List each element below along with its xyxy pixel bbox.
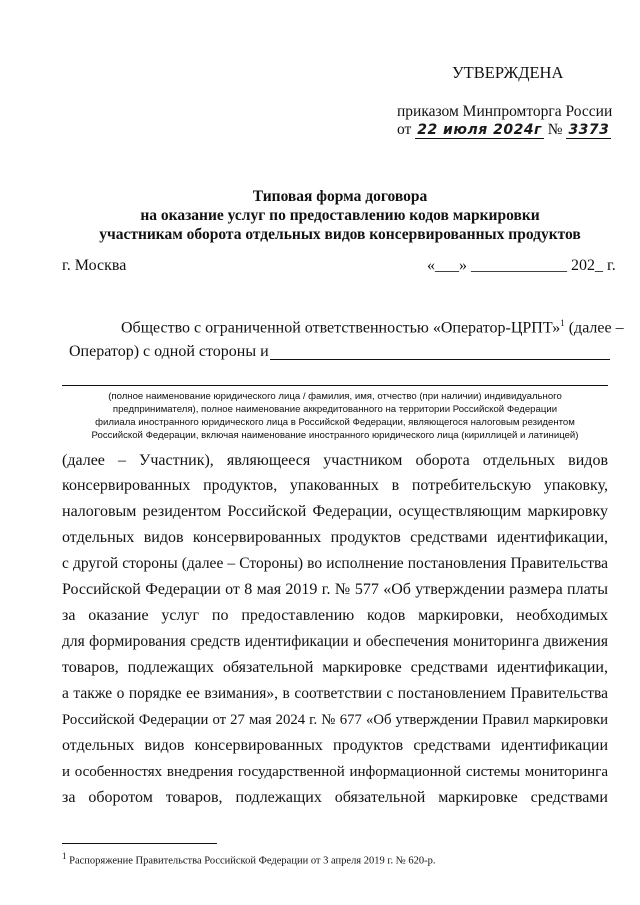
- footnote-mark: 1: [62, 851, 67, 861]
- participant-name-blank-2: [62, 385, 608, 386]
- field-hint: (полное наименование юридического лица / фамилия, имя, отчество (при наличии) индивидуального: [108, 391, 562, 402]
- approval-stamp-title: УТВЕРЖДЕНА: [452, 63, 564, 82]
- document-title-line-3: участникам оборота отдельных видов консервированных продуктов: [99, 226, 581, 243]
- footnote-text: Распоряжение Правительства Российской Федерации от 3 апреля 2019 г. № 620-р.: [66, 855, 436, 867]
- participant-name-blank: [270, 359, 610, 360]
- order-issuer: приказом Минпромторга России: [397, 103, 613, 120]
- body-line: за оказание услуг по предоставлению кодов маркировки, необходимых: [62, 607, 608, 624]
- handwritten-order-number: 3373: [568, 122, 610, 138]
- body-line: за оборотом товаров, подлежащих обязательной маркировке средствами: [62, 789, 608, 806]
- body-line: отдельных видов консервированных продуктов средствами идентификации: [62, 737, 608, 754]
- body-line: (далее – Участник), являющееся участником оборота отдельных видов: [62, 452, 608, 469]
- footnote-ref: 1: [560, 318, 565, 328]
- body-line: налоговым резидентом Российской Федерации, осуществляющим маркировку: [62, 503, 608, 520]
- document-title-line-1: Типовая форма договора: [252, 188, 428, 205]
- field-hint: предпринимателя), полное наименование аккредитованного на территории Российской Федерации: [112, 404, 558, 415]
- contract-city: г. Москва: [62, 257, 127, 274]
- body-line: с другой стороны (далее – Стороны) во исполнение постановления Правительства: [62, 555, 608, 572]
- body-line: и особенностях внедрения государственной информационной системы мониторинга: [62, 764, 608, 780]
- body-line: Российской Федерации от 27 мая 2024 г. № 677 «Об утверждении Правил маркировки: [62, 712, 608, 728]
- body-line: товаров, подлежащих обязательной маркировке средствами идентификации,: [62, 659, 608, 676]
- handwritten-order-date: 22 июля 2024г: [417, 122, 542, 138]
- body-line: консервированных продуктов, упакованных в потребительскую упаковку,: [62, 477, 608, 494]
- body-line: отдельных видов консервированных продуктов средствами идентификации,: [62, 529, 608, 546]
- contract-date-blank: «___» ____________ 202_ г.: [427, 257, 616, 274]
- body-line: а также о порядке ее взимания», в соответствии с постановлением Правительства: [62, 685, 608, 702]
- footnote-separator: [62, 843, 217, 844]
- intro-line-1: [121, 318, 624, 337]
- body-line: для формирования средств идентификации и обеспечения мониторинга движения: [62, 633, 608, 650]
- order-prefix: от: [397, 121, 412, 138]
- intro-line-2: Оператор) с одной стороны и: [69, 343, 269, 360]
- footnote: [62, 851, 436, 867]
- document-title-line-2: на оказание услуг по предоставлению кодов маркировки: [140, 207, 540, 224]
- intro-text: Общество с ограниченной ответственностью «Оператор-ЦРПТ»: [121, 319, 561, 337]
- order-number-label: №: [547, 121, 563, 138]
- intro-text-cont: (далее –: [564, 319, 624, 337]
- field-hint: филиала иностранного юридического лица в Российской Федерации, являющегося налоговым резидентом: [95, 417, 575, 428]
- field-hint: Российской Федерации, включая наименование иностранного юридического лица (кириллицей и латиницей): [91, 430, 579, 441]
- body-line: Российской Федерации от 8 мая 2019 г. № 577 «Об утверждении размера платы: [62, 581, 608, 598]
- order-date-number: [397, 121, 611, 139]
